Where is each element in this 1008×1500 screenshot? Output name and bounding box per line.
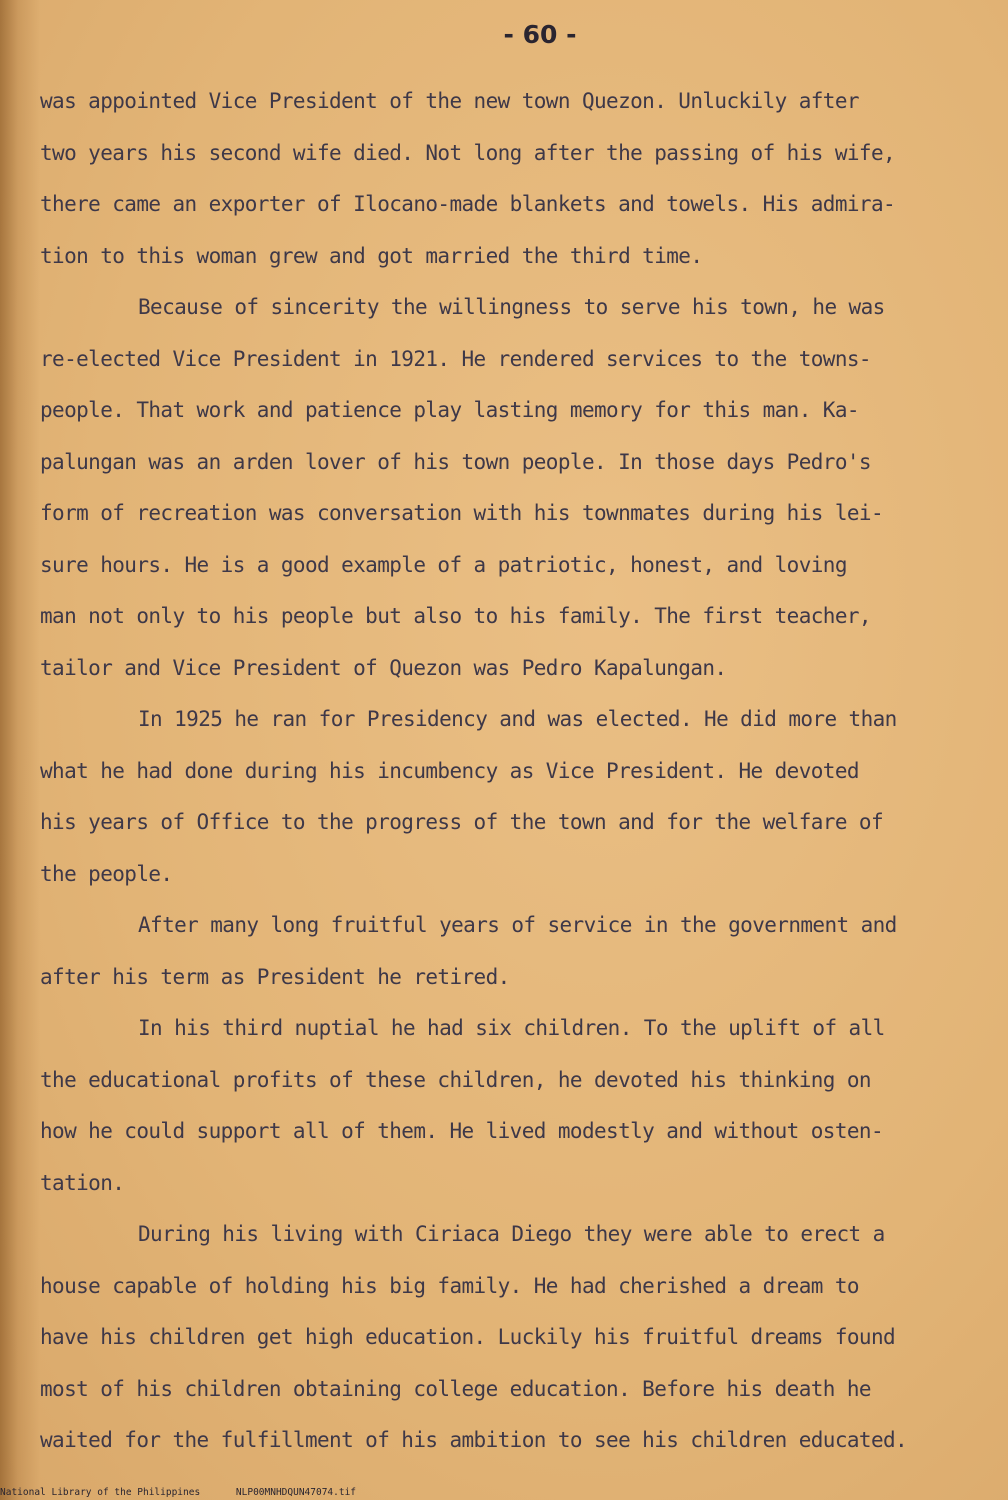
text-line: In his third nuptial he had six children. To the uplift of all [138,1016,885,1040]
scan-footer [0,1487,1008,1498]
text-line: two years his second wife died. Not long after the passing of his wife, [40,140,896,165]
text-line: was appointed Vice President of the new town Quezon. Unluckily after [40,89,859,113]
text-line: the educational profits of these children, he devoted his thinking on [40,1067,871,1092]
footer-library: National Library of the Philippines [0,1487,201,1498]
text-line: palungan was an arden lover of his town people. In those days Pedro's [40,449,871,474]
page-number: - 60 - [503,20,577,49]
text-line: people. That work and patience play lasting memory for this man. Ka- [40,398,859,422]
text-line: after his term as President he retired. [40,964,510,989]
text-line: form of recreation was conversation with his townmates during his lei- [40,501,884,525]
footer-filename: NLP00MNHDQUN47074.tif [235,1487,357,1498]
text-line: tion to this woman grew and got married the third time. [40,243,703,268]
text-line: waited for the fulfillment of his ambition to see his children educated. [40,1428,908,1452]
text-line: house capable of holding his big family. He had cherished a dream to [40,1273,859,1298]
text-line: the people. [40,861,173,886]
text-line: re-elected Vice President in 1921. He rendered services to the towns- [40,346,871,371]
text-line: have his children get high education. Luckily his fruitful dreams found [40,1325,896,1349]
text-line: how he could support all of them. He lived modestly and without osten- [40,1119,884,1143]
text-line: In 1925 he ran for Presidency and was elected. He did more than [138,707,897,731]
text-line: most of his children obtaining college education. Before his death he [40,1376,871,1401]
text-line: tailor and Vice President of Quezon was Pedro Kapalungan. [40,655,727,680]
body-text [40,76,970,1467]
text-line: there came an exporter of Ilocano-made blankets and towels. His admira- [40,192,896,216]
text-line: sure hours. He is a good example of a patriotic, honest, and loving [40,552,847,577]
text-line: what he had done during his incumbency as Vice President. He devoted [40,758,859,783]
text-line: his years of Office to the progress of the town and for the welfare of [40,810,884,834]
text-line: tation. [40,1170,125,1195]
text-line: During his living with Ciriaca Diego they were able to erect a [138,1222,885,1246]
text-line: man not only to his people but also to his family. The first teacher, [40,604,871,628]
text-line: Because of sincerity the willingness to serve his town, he was [138,295,885,319]
text-line: After many long fruitful years of service in the government and [138,913,897,937]
